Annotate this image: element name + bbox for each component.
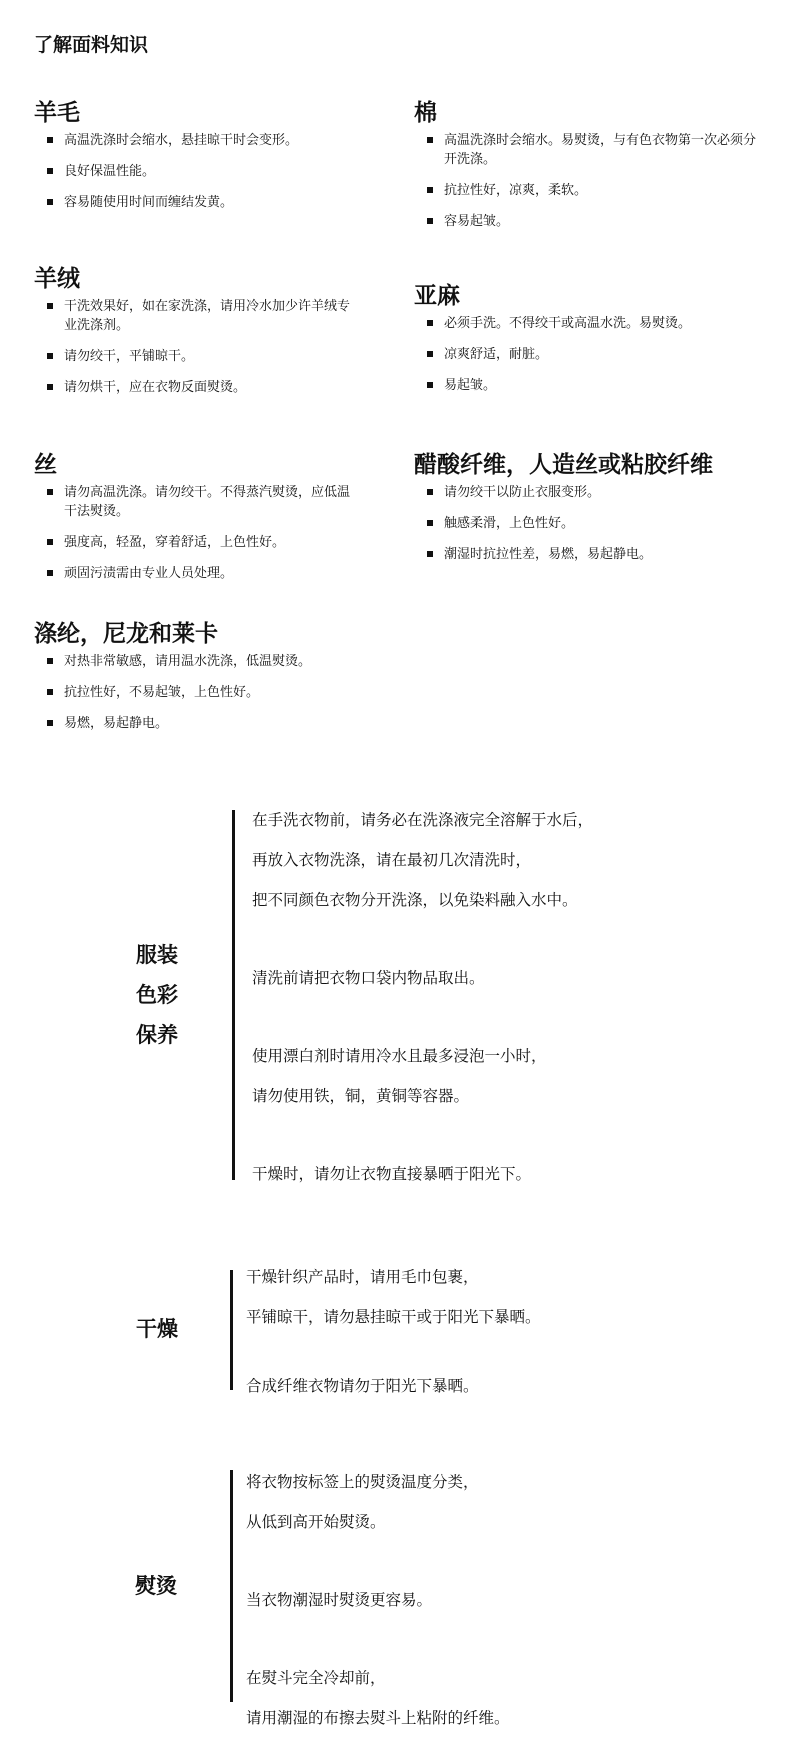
care-line: 合成纤维衣物请勿于阳光下暴晒。	[246, 1377, 479, 1395]
care-line: 干燥时，请勿让衣物直接暴晒于阳光下。	[252, 1165, 532, 1183]
list-item: 抗拉性好，凉爽，柔软。	[414, 181, 759, 200]
bullet-icon	[427, 551, 433, 557]
list-item: 请勿烘干，应在衣物反面熨烫。	[34, 378, 354, 397]
list-item: 易起皱。	[414, 376, 759, 395]
care-text-ironing	[246, 1462, 510, 1738]
list-item: 高温洗涤时会缩水。易熨烫，与有色衣物第一次必须分开洗涤。	[414, 131, 759, 169]
bullet-icon	[47, 570, 53, 576]
bullet-icon	[427, 187, 433, 193]
care-label-ironing: 熨烫	[135, 1574, 177, 1598]
fabric-cashmere	[34, 264, 354, 409]
fabric-title: 丝	[34, 452, 57, 478]
section-divider	[230, 1270, 233, 1390]
care-line: 清洗前请把衣物口袋内物品取出。	[252, 969, 485, 987]
list-item: 强度高，轻盈，穿着舒适，上色性好。	[34, 533, 354, 552]
care-label-drying: 干燥	[136, 1317, 178, 1341]
fabric-title: 羊绒	[34, 266, 80, 292]
bullet-icon	[47, 384, 53, 390]
bullet-icon	[427, 351, 433, 357]
care-line: 从低到高开始熨烫。	[246, 1513, 386, 1531]
fabric-polyester	[34, 619, 379, 745]
fabric-acetate	[414, 450, 774, 576]
bullet-icon	[427, 218, 433, 224]
fabric-silk	[34, 450, 354, 595]
fabric-cotton	[414, 98, 759, 243]
bullet-icon	[47, 353, 53, 359]
list-item: 潮湿时抗拉性差，易燃，易起静电。	[414, 545, 774, 564]
list-item: 触感柔滑，上色性好。	[414, 514, 774, 533]
list-item: 对热非常敏感，请用温水洗涤，低温熨烫。	[34, 652, 379, 671]
list-item: 抗拉性好，不易起皱，上色性好。	[34, 683, 379, 702]
care-line: 使用漂白剂时请用冷水且最多浸泡一小时，	[252, 1047, 547, 1065]
list-item: 容易随使用时间而缠结发黄。	[34, 193, 364, 212]
bullet-icon	[427, 137, 433, 143]
bullet-icon	[47, 658, 53, 664]
care-line: 请勿使用铁，铜，黄铜等容器。	[252, 1087, 470, 1105]
bullet-icon	[47, 168, 53, 174]
care-label-color: 服装 色彩 保养	[136, 943, 178, 1047]
list-item: 高温洗涤时会缩水，悬挂晾干时会变形。	[34, 131, 364, 150]
fabric-title: 羊毛	[34, 100, 80, 126]
bullet-icon	[47, 689, 53, 695]
bullet-icon	[427, 382, 433, 388]
care-line: 平铺晾干，请勿悬挂晾干或于阳光下暴晒。	[246, 1308, 541, 1326]
page-title: 了解面料知识	[34, 34, 149, 56]
care-line: 将衣物按标签上的熨烫温度分类，	[246, 1473, 479, 1491]
care-line: 在手洗衣物前，请务必在洗涤液完全溶解于水后，	[252, 811, 594, 829]
bullet-icon	[47, 137, 53, 143]
bullet-icon	[427, 320, 433, 326]
list-item: 容易起皱。	[414, 212, 759, 231]
fabric-title: 涤纶，尼龙和莱卡	[34, 621, 218, 647]
care-text-color	[252, 800, 593, 1194]
fabric-title: 亚麻	[414, 283, 460, 309]
care-line: 当衣物潮湿时熨烫更容易。	[246, 1591, 433, 1609]
list-item: 干洗效果好，如在家洗涤，请用冷水加少许羊绒专业洗涤剂。	[34, 297, 354, 335]
section-divider	[230, 1470, 233, 1702]
list-item: 必须手洗。不得绞干或高温水洗。易熨烫。	[414, 314, 759, 333]
bullet-icon	[47, 720, 53, 726]
bullet-icon	[47, 303, 53, 309]
list-item: 易燃，易起静电。	[34, 714, 379, 733]
section-divider	[232, 810, 235, 1180]
list-item: 请勿高温洗涤。请勿绞干。不得蒸汽熨烫，应低温干法熨烫。	[34, 483, 354, 521]
care-line: 请用潮湿的布擦去熨斗上粘附的纤维。	[246, 1709, 510, 1727]
list-item: 凉爽舒适，耐脏。	[414, 345, 759, 364]
list-item: 良好保温性能。	[34, 162, 364, 181]
care-line: 干燥针织产品时，请用毛巾包裹，	[246, 1268, 479, 1286]
fabric-title: 醋酸纤维，人造丝或粘胶纤维	[414, 452, 713, 478]
bullet-icon	[427, 489, 433, 495]
fabric-linen	[414, 281, 759, 407]
fabric-wool	[34, 98, 364, 224]
care-line: 把不同颜色衣物分开洗涤，以免染料融入水中。	[252, 891, 578, 909]
list-item: 顽固污渍需由专业人员处理。	[34, 564, 354, 583]
care-text-drying	[246, 1257, 541, 1406]
care-line: 再放入衣物洗涤，请在最初几次清洗时，	[252, 851, 532, 869]
bullet-icon	[47, 539, 53, 545]
list-item: 请勿绞干以防止衣服变形。	[414, 483, 774, 502]
list-item: 请勿绞干，平铺晾干。	[34, 347, 354, 366]
bullet-icon	[427, 520, 433, 526]
care-line: 在熨斗完全冷却前，	[246, 1669, 386, 1687]
bullet-icon	[47, 489, 53, 495]
fabric-title: 棉	[414, 100, 437, 126]
bullet-icon	[47, 199, 53, 205]
